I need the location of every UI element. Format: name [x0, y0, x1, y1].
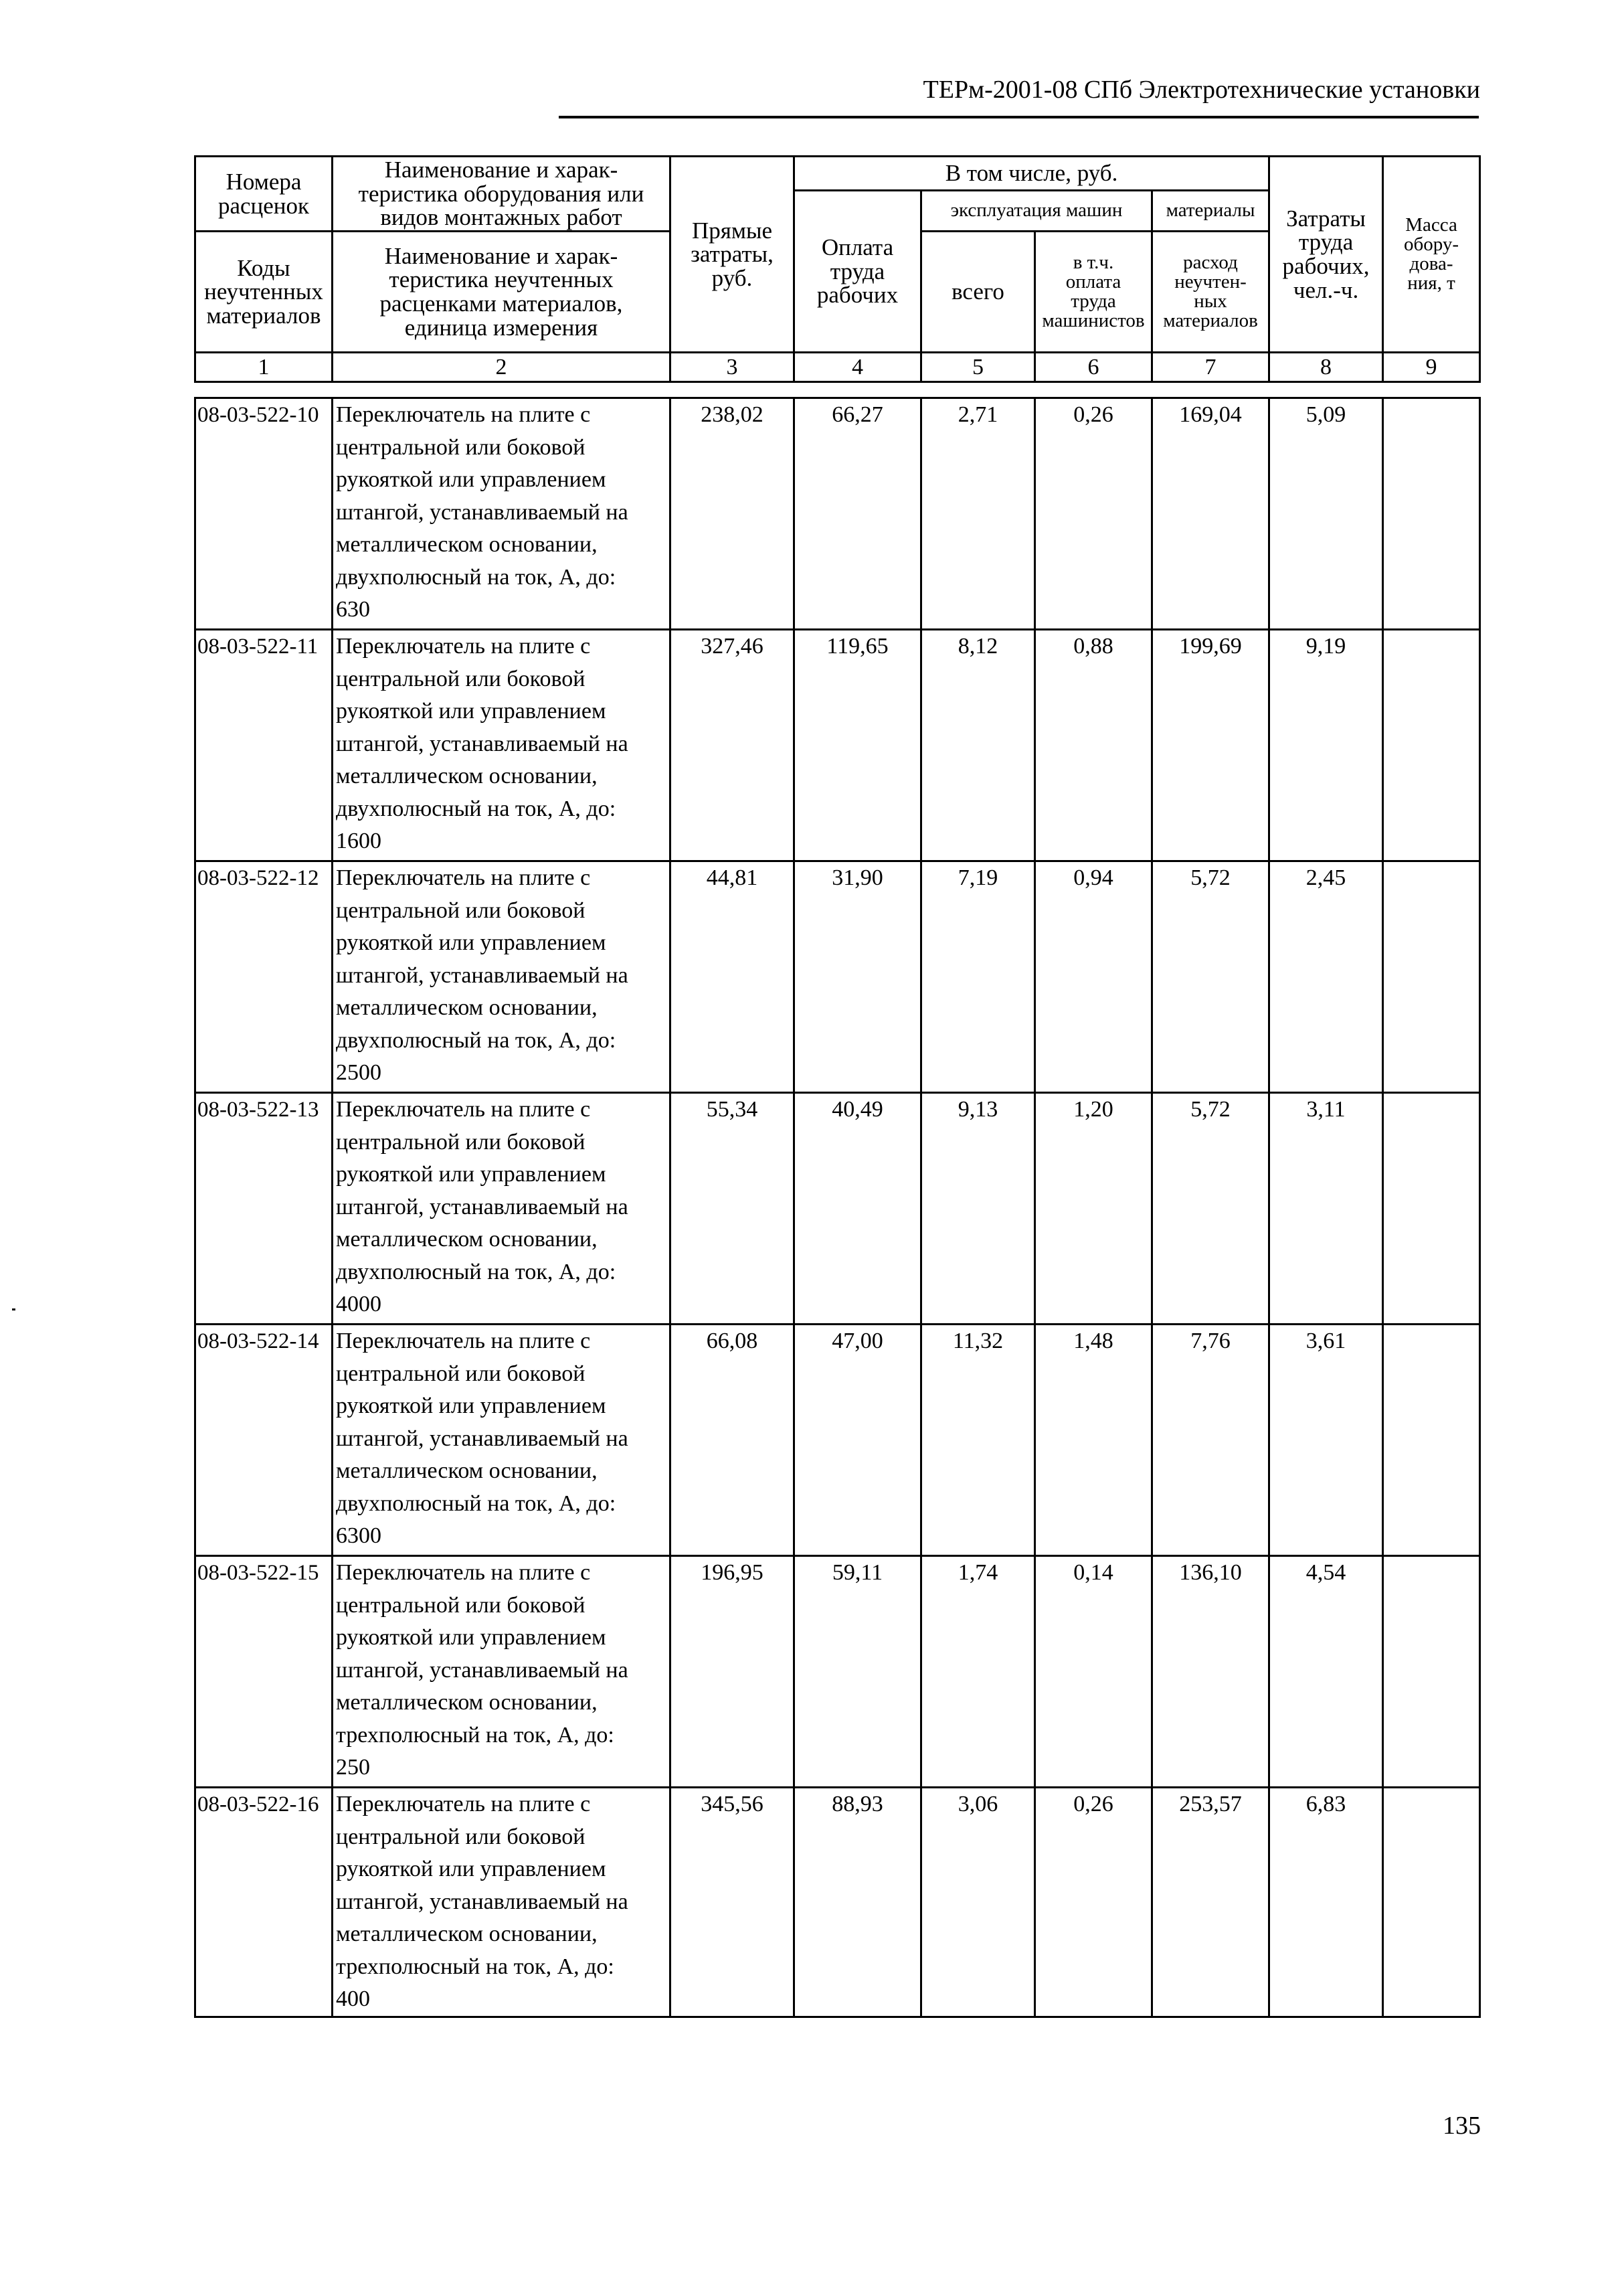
- machines-total-cell: 8,12: [921, 630, 1035, 861]
- description-line: штангой, устанавливаемый на: [336, 962, 628, 988]
- description-line: рукояткой или управлением: [336, 467, 606, 492]
- description-line: рукояткой или управлением: [336, 1393, 606, 1418]
- header-labor-pay: Оплата труда рабочих: [794, 190, 921, 352]
- machines-total-cell: 2,71: [921, 398, 1035, 630]
- labor-pay-cell: 88,93: [794, 1788, 921, 2017]
- rate-code: 08-03-522-10: [195, 398, 333, 630]
- labor-pay-cell: 40,49: [794, 1093, 921, 1325]
- table-row: [195, 1556, 1480, 1788]
- column-number: 6: [1035, 353, 1152, 382]
- rate-code: 08-03-522-11: [195, 630, 333, 861]
- description-line: центральной или боковой: [336, 434, 585, 460]
- description-line: 6300: [336, 1523, 381, 1548]
- mass-cell: [1383, 630, 1480, 861]
- description-line: двухполюсный на ток, А, до:: [336, 796, 616, 821]
- column-number-row: [195, 353, 1480, 382]
- rates-table: [194, 397, 1481, 2018]
- work-description: [333, 398, 670, 630]
- description-line: центральной или боковой: [336, 1824, 585, 1849]
- machines-total-cell: 3,06: [921, 1788, 1035, 2017]
- direct-costs-cell: 55,34: [670, 1093, 794, 1325]
- description-line: Переключатель на плите с: [336, 634, 591, 659]
- description-line: металлическом основании,: [336, 1690, 598, 1715]
- running-title: ТЕРм-2001-08 СПб Электротехнические установки: [923, 76, 1480, 104]
- labor-pay-cell: 119,65: [794, 630, 921, 861]
- description-line: металлическом основании,: [336, 995, 598, 1020]
- description-line: двухполюсный на ток, А, до:: [336, 1491, 616, 1516]
- machinist-pay-cell: 0,94: [1035, 861, 1152, 1093]
- rate-code: 08-03-522-15: [195, 1556, 333, 1788]
- description-line: центральной или боковой: [336, 1129, 585, 1155]
- machinist-pay-cell: 0,26: [1035, 1788, 1152, 2017]
- materials-cell: 199,69: [1152, 630, 1269, 861]
- machinist-pay-cell: 0,88: [1035, 630, 1152, 861]
- description-line: штангой, устанавливаемый на: [336, 731, 628, 756]
- description-line: Переключатель на плите с: [336, 1329, 591, 1353]
- description-line: двухполюсный на ток, А, до:: [336, 564, 616, 590]
- labor-hours-cell: 2,45: [1269, 861, 1383, 1093]
- header-rate-numbers: Номера расценок: [195, 157, 333, 232]
- description-line: штангой, устанавливаемый на: [336, 1194, 628, 1219]
- description-line: рукояткой или управлением: [336, 1857, 606, 1881]
- materials-cell: 5,72: [1152, 1093, 1269, 1325]
- table-row: [195, 1325, 1480, 1556]
- margin-mark: [12, 1308, 15, 1310]
- labor-hours-cell: 9,19: [1269, 630, 1383, 861]
- rate-code: 08-03-522-13: [195, 1093, 333, 1325]
- description-line: штангой, устанавливаемый на: [336, 1657, 628, 1683]
- mass-cell: [1383, 1325, 1480, 1556]
- table-row: [195, 861, 1480, 1093]
- description-line: 250: [336, 1755, 370, 1780]
- header-work-name: Наименование и харак- теристика оборудования или видов монтажных работ: [333, 157, 670, 232]
- labor-hours-cell: 3,61: [1269, 1325, 1383, 1556]
- column-number: 9: [1383, 353, 1480, 382]
- header-material-codes: Коды неучтенных материалов: [195, 232, 333, 353]
- description-line: Переключатель на плите с: [336, 865, 591, 890]
- machinist-pay-cell: 0,26: [1035, 398, 1152, 630]
- rate-code: 08-03-522-12: [195, 861, 333, 1093]
- materials-cell: 136,10: [1152, 1556, 1269, 1788]
- work-description: [333, 630, 670, 861]
- table-row: [195, 1093, 1480, 1325]
- work-description: [333, 861, 670, 1093]
- description-line: металлическом основании,: [336, 1458, 598, 1483]
- header-table: [194, 155, 1481, 383]
- description-line: центральной или боковой: [336, 1361, 585, 1386]
- labor-pay-cell: 66,27: [794, 398, 921, 630]
- description-line: металлическом основании,: [336, 1922, 598, 1946]
- materials-cell: 7,76: [1152, 1325, 1269, 1556]
- labor-hours-cell: 6,83: [1269, 1788, 1383, 2017]
- description-line: 630: [336, 597, 370, 622]
- column-number: 2: [333, 353, 670, 382]
- description-line: Переключатель на плите с: [336, 1097, 591, 1122]
- machines-total-cell: 11,32: [921, 1325, 1035, 1556]
- description-line: рукояткой или управлением: [336, 1162, 606, 1187]
- header-labor-hours: Затраты труда рабочих, чел.-ч.: [1269, 157, 1383, 353]
- work-description: [333, 1093, 670, 1325]
- description-line: 1600: [336, 829, 381, 853]
- header-including-group: В том числе, руб.: [794, 157, 1269, 191]
- description-line: 4000: [336, 1292, 381, 1317]
- materials-cell: 5,72: [1152, 861, 1269, 1093]
- description-line: двухполюсный на ток, А, до:: [336, 1259, 616, 1284]
- labor-pay-cell: 59,11: [794, 1556, 921, 1788]
- description-line: штангой, устанавливаемый на: [336, 1426, 628, 1451]
- machines-total-cell: 7,19: [921, 861, 1035, 1093]
- labor-hours-cell: 5,09: [1269, 398, 1383, 630]
- materials-cell: 169,04: [1152, 398, 1269, 630]
- description-line: 2500: [336, 1060, 381, 1085]
- header-materials-group: материалы: [1152, 190, 1269, 231]
- mass-cell: [1383, 1093, 1480, 1325]
- description-line: центральной или боковой: [336, 1592, 585, 1618]
- description-line: Переключатель на плите с: [336, 1560, 591, 1585]
- column-number: 5: [921, 353, 1035, 382]
- title-rule: [559, 116, 1479, 118]
- materials-cell: 253,57: [1152, 1788, 1269, 2017]
- description-line: рукояткой или управлением: [336, 930, 606, 955]
- description-line: рукояткой или управлением: [336, 1625, 606, 1650]
- description-line: 400: [336, 1986, 370, 2011]
- direct-costs-cell: 196,95: [670, 1556, 794, 1788]
- mass-cell: [1383, 1788, 1480, 2017]
- table-row: [195, 630, 1480, 861]
- labor-pay-cell: 31,90: [794, 861, 921, 1093]
- description-line: металлическом основании,: [336, 1227, 598, 1252]
- description-line: Переключатель на плите с: [336, 402, 591, 427]
- header-machines-group: эксплуатация машин: [921, 190, 1152, 231]
- labor-hours-cell: 4,54: [1269, 1556, 1383, 1788]
- description-line: штангой, устанавливаемый на: [336, 499, 628, 525]
- direct-costs-cell: 238,02: [670, 398, 794, 630]
- work-description: [333, 1325, 670, 1556]
- labor-pay-cell: 47,00: [794, 1325, 921, 1556]
- description-line: металлическом основании,: [336, 532, 598, 557]
- header-machinist-pay: в т.ч. оплата труда машинистов: [1035, 232, 1152, 353]
- table-row: [195, 398, 1480, 630]
- header-equipment-mass: Масса обору- дова- ния, т: [1383, 157, 1480, 353]
- direct-costs-cell: 327,46: [670, 630, 794, 861]
- description-line: Переключатель на плите с: [336, 1792, 591, 1816]
- rate-code: 08-03-522-14: [195, 1325, 333, 1556]
- table-row: [195, 1788, 1480, 2017]
- machines-total-cell: 9,13: [921, 1093, 1035, 1325]
- direct-costs-cell: 66,08: [670, 1325, 794, 1556]
- machinist-pay-cell: 1,48: [1035, 1325, 1152, 1556]
- description-line: центральной или боковой: [336, 666, 585, 691]
- work-description: [333, 1788, 670, 2017]
- description-line: центральной или боковой: [336, 898, 585, 923]
- column-number: 1: [195, 353, 333, 382]
- column-number: 4: [794, 353, 921, 382]
- page-number: 135: [1443, 2112, 1481, 2140]
- header-machines-total: всего: [921, 232, 1035, 353]
- header-material-names: Наименование и харак- теристика неучтенных расценками материалов, единица измерения: [333, 232, 670, 353]
- labor-hours-cell: 3,11: [1269, 1093, 1383, 1325]
- mass-cell: [1383, 398, 1480, 630]
- header-unaccounted-materials: расход неучтен- ных материалов: [1152, 232, 1269, 353]
- column-number: 8: [1269, 353, 1383, 382]
- description-line: трехполюсный на ток, А, до:: [336, 1722, 614, 1748]
- description-line: трехполюсный на ток, А, до:: [336, 1954, 614, 1979]
- description-line: металлическом основании,: [336, 764, 598, 788]
- description-line: двухполюсный на ток, А, до:: [336, 1027, 616, 1053]
- machinist-pay-cell: 1,20: [1035, 1093, 1152, 1325]
- column-number: 3: [670, 353, 794, 382]
- mass-cell: [1383, 861, 1480, 1093]
- work-description: [333, 1556, 670, 1788]
- description-line: рукояткой или управлением: [336, 699, 606, 724]
- column-number: 7: [1152, 353, 1269, 382]
- mass-cell: [1383, 1556, 1480, 1788]
- direct-costs-cell: 44,81: [670, 861, 794, 1093]
- machines-total-cell: 1,74: [921, 1556, 1035, 1788]
- description-line: штангой, устанавливаемый на: [336, 1889, 628, 1914]
- header-direct-costs: Прямые затраты, руб.: [670, 157, 794, 353]
- rate-code: 08-03-522-16: [195, 1788, 333, 2017]
- direct-costs-cell: 345,56: [670, 1788, 794, 2017]
- machinist-pay-cell: 0,14: [1035, 1556, 1152, 1788]
